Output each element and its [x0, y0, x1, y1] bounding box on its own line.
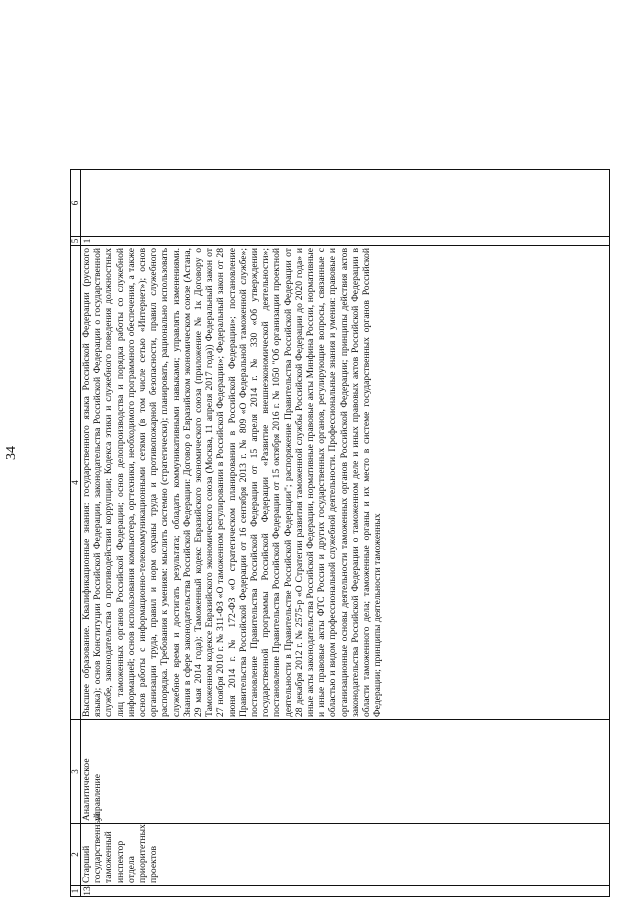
page-number [0, 0, 24, 905]
col5-value: 1 [81, 237, 610, 246]
header-col-2: 2 [71, 824, 81, 886]
table-row [81, 170, 610, 897]
header-col-6: 6 [71, 170, 81, 237]
document-sheet [70, 169, 610, 897]
qualification-table [70, 169, 610, 897]
header-col-5: 5 [71, 237, 81, 246]
page-number-text: 34 [4, 445, 19, 460]
row-number: 13 [81, 886, 610, 897]
header-col-3: 3 [71, 720, 81, 824]
header-col-4: 4 [71, 246, 81, 720]
department-name: Аналитическое управление [81, 720, 610, 824]
header-col-1: 1 [71, 886, 81, 897]
position-title: Старший государственный таможенный инспектор отдела приоритетных проектов [81, 824, 610, 886]
qualification-requirements: Высшее образование. Квалификационные знания: государственного языка Российской Федерации (русского языка); основ Конституции Российской Федерации, законодательства Российской Федерации о государственной службе, законодательства о противодействии коррупции; Кодекса этики и служебного поведения должностных лиц таможенных органов Российской Федерации; основ делопроизводства и порядка работы со служебной информацией; основ использования компьютера, оргтехники, необходимого программного обеспечения, а также основ работы с информационно-телекоммуникационными сетями (в том числе сетью «Интернет»); основ организации труда, правил и норм охраны труда и противопожарной безопасности, правил служебного распорядка. Требования к умениям: мыслить системно (стратегически); планировать, рационально использовать служебное время и достигать результата; обладать коммуникативными навыками; управлять изменениями. Знания в сфере законодательства Российской Федерации: Договор о Евразийском экономическом союзе (Астана, 29 мая 2014 года); Таможенный кодекс Евразийского экономического союза (приложение № 1к Договору о Таможенном кодексе Евразийского экономического союза (Москва, 11 апреля 2017 года)) Федеральный закон от 27 ноября 2010 г. № 311-ФЗ «О таможенном регулировании в Российской Федерации»; Федеральный закон от 28 июня 2014 г. № 172-ФЗ «О стратегическом планировании в Российской Федерации»; постановление Правительства Российской Федерации от 16 сентября 2013 г. № 809 «О Федеральной таможенной службе»; постановление Правительства Российской Федерации от 15 апреля 2014 г. № 330 «Об утверждении государственной программы Российской Федерации «Развитие внешнеэкономической деятельности»; постановление Правительства Российской Федерации от 15 октября 2016 г. № 1050 "Об организации проектной деятельности в Правительстве Российской Федерации"; распоряжение Правительства Российской Федерации от 28 декабря 2012 г. № 2575-р «О Стратегии развития таможенной службы Российской Федерации до 2020 года» и иные акты законодательства Российской Федерации, нормативные правовые акты Минфина России, нормативные и иные правовые акты ФТС России и других государственных органов, регулирующие вопросы, связанные с областью и видом профессиональной служебной деятельности. Профессиональные знания и умения: правовые и организационные основы деятельности таможенных органов Российской Федерации; принципы действия актов законодательства Российской Федерации о таможенном деле и иных правовых актов Российской Федерации в области таможенного дела; таможенные органы и их место в системе государственных органов Российской Федерации; принципы деятельности таможенных [81, 246, 610, 720]
table-header-row [71, 170, 81, 897]
col6-value [81, 170, 610, 237]
